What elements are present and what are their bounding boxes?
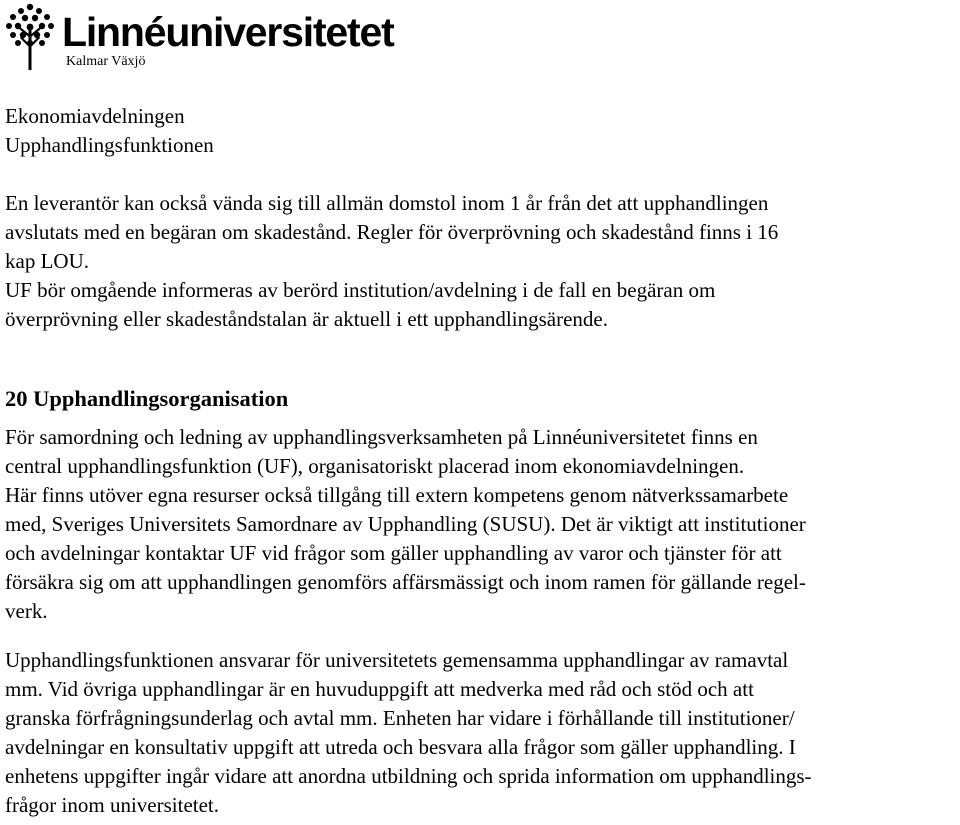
- text-line: och avdelningar kontaktar UF vid frågor som gäller upphandling av varor och tjänster för att: [5, 541, 782, 565]
- section-heading: 20 Upphandlingsorganisation: [5, 386, 289, 411]
- department-label: Ekonomiavdelningen: [5, 104, 185, 128]
- text-line: avslutats med en begäran om skadestånd. Regler för överprövning och skadestånd finns i 16: [5, 220, 779, 244]
- section-paragraph-1: [5, 423, 953, 626]
- text-line: kap LOU.: [5, 249, 89, 273]
- intro-paragraph: [5, 189, 950, 334]
- text-line: En leverantör kan också vända sig till allmän domstol inom 1 år från det att upphandlingen: [5, 191, 769, 215]
- text-line: UF bör omgående informeras av berörd institution/avdelning i de fall en begäran om: [5, 278, 716, 302]
- text-line: med, Sveriges Universitets Samordnare av Upphandling (SUSU). Det är viktigt att institutioner: [5, 512, 806, 536]
- intro-section: [5, 189, 950, 334]
- text-line: Här finns utöver egna resurser också tillgång till extern kompetens genom nätverkssamarbete: [5, 483, 789, 507]
- text-line: För samordning och ledning av upphandlingsverksamheten på Linnéuniversitetet finns en: [5, 425, 758, 449]
- text-line: mm. Vid övriga upphandlingar är en huvuduppgift att medverka med råd och stöd och att: [5, 677, 754, 701]
- function-label: Upphandlingsfunktionen: [5, 133, 214, 157]
- logo-wordmark: Linnéuniversitetet: [62, 9, 394, 55]
- text-line: granska förfrågningsunderlag och avtal mm. Enheten har vidare i förhållande till institutioner/: [5, 706, 795, 730]
- tree-logo-icon: [4, 2, 56, 70]
- text-line: försäkra sig om att upphandlingen genomförs affärsmässigt och inom ramen för gällande regel-: [5, 570, 806, 594]
- text-line: överprövning eller skadeståndstalan är aktuell i ett upphandlingsärende.: [5, 307, 608, 331]
- logo-subtitle: Kalmar Växjö: [66, 54, 146, 69]
- text-line: Upphandlingsfunktionen ansvarar för universitetets gemensamma upphandlingar av ramavtal: [5, 648, 789, 672]
- organisation-section: [5, 384, 953, 820]
- section-paragraph-2: [5, 646, 953, 820]
- text-line: enhetens uppgifter ingår vidare att anordna utbildning och sprida information om upphandlings-: [5, 764, 812, 788]
- text-line: avdelningar en konsultativ uppgift att utreda och besvara alla frågor som gäller upphandling. I: [5, 735, 796, 759]
- document-meta: [5, 102, 214, 160]
- text-line: frågor inom universitetet.: [5, 793, 220, 817]
- text-line: central upphandlingsfunktion (UF), organisatoriskt placerad inom ekonomiavdelningen.: [5, 454, 745, 478]
- text-line: verk.: [5, 599, 48, 623]
- university-logo: [4, 2, 394, 74]
